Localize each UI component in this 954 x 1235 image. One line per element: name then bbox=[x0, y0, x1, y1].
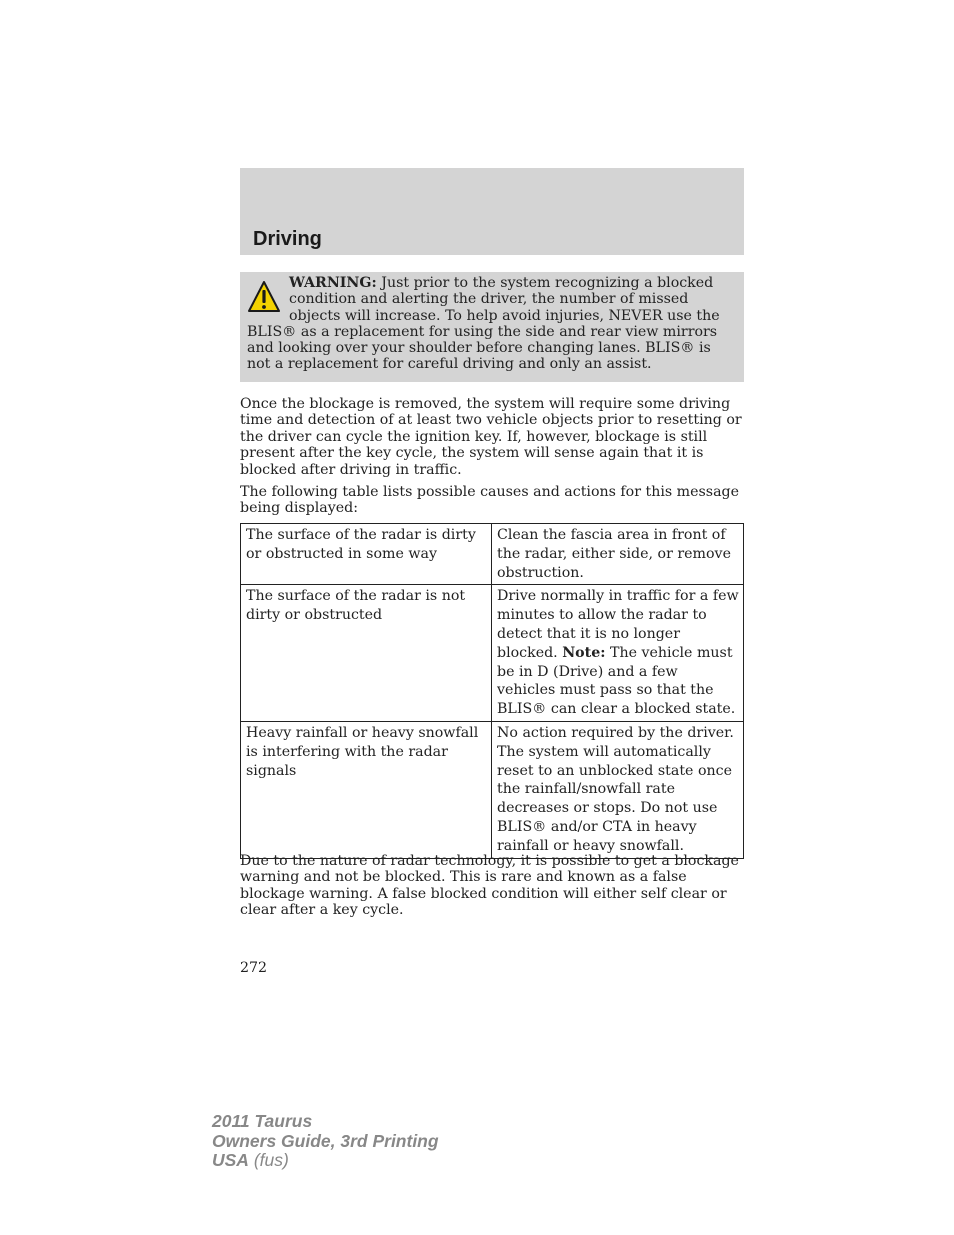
action-cell bbox=[492, 585, 744, 722]
page-number: 272 bbox=[240, 960, 268, 976]
action-text: Drive normally in traffic for a few minutes to allow the radar to detect that it is no longer blocked. bbox=[497, 588, 739, 661]
table-intro-paragraph: The following table lists possible causes and actions for this message being displayed: bbox=[240, 484, 740, 517]
warning-label: WARNING: bbox=[289, 275, 377, 291]
blockage-removed-paragraph: Once the blockage is removed, the system will require some driving time and detection of at least two vehicle objects prior to resetting or the driver can cycle the ignition key. If, however, blockage is still present after the key cycle, the system will sense again that it is blocked after driving in traffic. bbox=[240, 396, 742, 478]
footer-line-guide: Owners Guide, 3rd Printing bbox=[212, 1130, 439, 1151]
false-blockage-paragraph: Due to the nature of radar technology, it is possible to get a blockage warning and not be blocked. This is rare and known as a false blockage warning. A false blocked condition will either self clear or clear after a key cycle. bbox=[240, 853, 739, 919]
causes-actions-table bbox=[240, 523, 744, 859]
cause-cell: Heavy rainfall or heavy snowfall is interfering with the radar signals bbox=[241, 721, 492, 858]
action-cell: Clean the fascia area in front of the radar, either side, or remove obstruction. bbox=[492, 524, 744, 585]
action-cell: No action required by the driver. The system will automatically reset to an unblocked state once the rainfall/snowfall rate decreases or stops. Do not use BLIS® and/or CTA in heavy rainfall or heavy snowfall. bbox=[492, 721, 744, 858]
footer-line-region bbox=[212, 1151, 439, 1171]
note-label: Note: bbox=[562, 644, 606, 661]
warning-text: Just prior to the system recognizing a blocked condition and alerting the driver, the number of missed objects will increase. To help avoid injuries, NEVER use the BLIS® as a replacement for using the side and rear view mirrors and looking over your shoulder before changing lanes. BLIS® is not a replacement for careful driving and only an assist. bbox=[247, 275, 720, 373]
warning-box bbox=[240, 272, 744, 382]
footer-region-code: (fus) bbox=[248, 1150, 289, 1170]
footer-region: USA bbox=[212, 1150, 249, 1170]
cause-cell: The surface of the radar is not dirty or obstructed bbox=[241, 585, 492, 722]
warning-triangle-icon bbox=[247, 280, 281, 314]
section-title: Driving bbox=[253, 228, 322, 250]
table-row bbox=[241, 524, 744, 585]
note-text: The vehicle must be in D (Drive) and a few vehicles must pass so that the BLIS® can clear a blocked state. bbox=[497, 644, 736, 718]
footer-publication-info bbox=[212, 1112, 439, 1171]
table-row bbox=[241, 585, 744, 722]
cause-cell: The surface of the radar is dirty or obstructed in some way bbox=[241, 524, 492, 585]
section-header bbox=[240, 168, 744, 255]
footer-line-model: 2011 Taurus bbox=[212, 1111, 313, 1131]
table-row bbox=[241, 721, 744, 858]
